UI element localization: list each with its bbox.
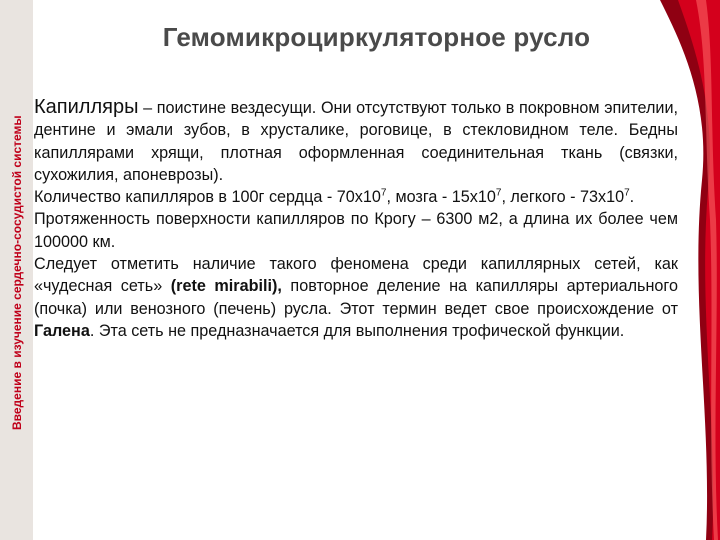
text-segment: Количество капилляров в 100г сердца - 70х10 <box>34 188 381 207</box>
paragraph-text: – поистине вездесущи. Они отсутствуют только в покровном эпителии, дентине и эмали зубов, в хрусталике, роговице, в стекловидном теле. Бедны капиллярами хрящи, плотная оформленная соединительная ткань (связки, сухожилия, апоневрозы). <box>34 99 678 184</box>
text-segment: , легкого - 73х10 <box>501 188 625 207</box>
paragraph-capillary-count <box>34 186 678 208</box>
text-segment: Следует отметить наличие такого феномена среди капиллярных сетей, как «чудесная сеть» <box>34 255 678 296</box>
paragraph-surface-length: Протяженность поверхности капилляров по Крогу – 6300 м2, а длина их более чем 100000 км. <box>34 210 678 251</box>
sidebar <box>0 0 33 540</box>
sidebar-label: Введение в изучение сердечно-сосудистой системы <box>10 115 24 430</box>
paragraph-rete-mirabili <box>34 253 678 342</box>
exponent: 7 <box>624 187 630 199</box>
page-title: Гемомикроциркуляторное русло <box>162 22 591 52</box>
lead-term: Капилляры <box>34 96 139 118</box>
exponent: 7 <box>380 187 387 199</box>
bold-name: Галена <box>34 321 90 340</box>
paragraph-capillaries <box>34 96 678 186</box>
text-segment: . <box>629 188 635 207</box>
text-segment: , мозга - 15х10 <box>386 188 496 207</box>
main-content <box>34 96 678 342</box>
exponent: 7 <box>495 187 502 199</box>
text-segment: . Эта сеть не предназначается для выполнения трофической функции. <box>89 321 625 340</box>
bold-term: (rete mirabili), <box>170 277 282 296</box>
text-segment: повторное деление на капилляры артериального (почка) или венозного (печень) русла. Этот термин ведет свое происхождение от <box>34 277 678 318</box>
